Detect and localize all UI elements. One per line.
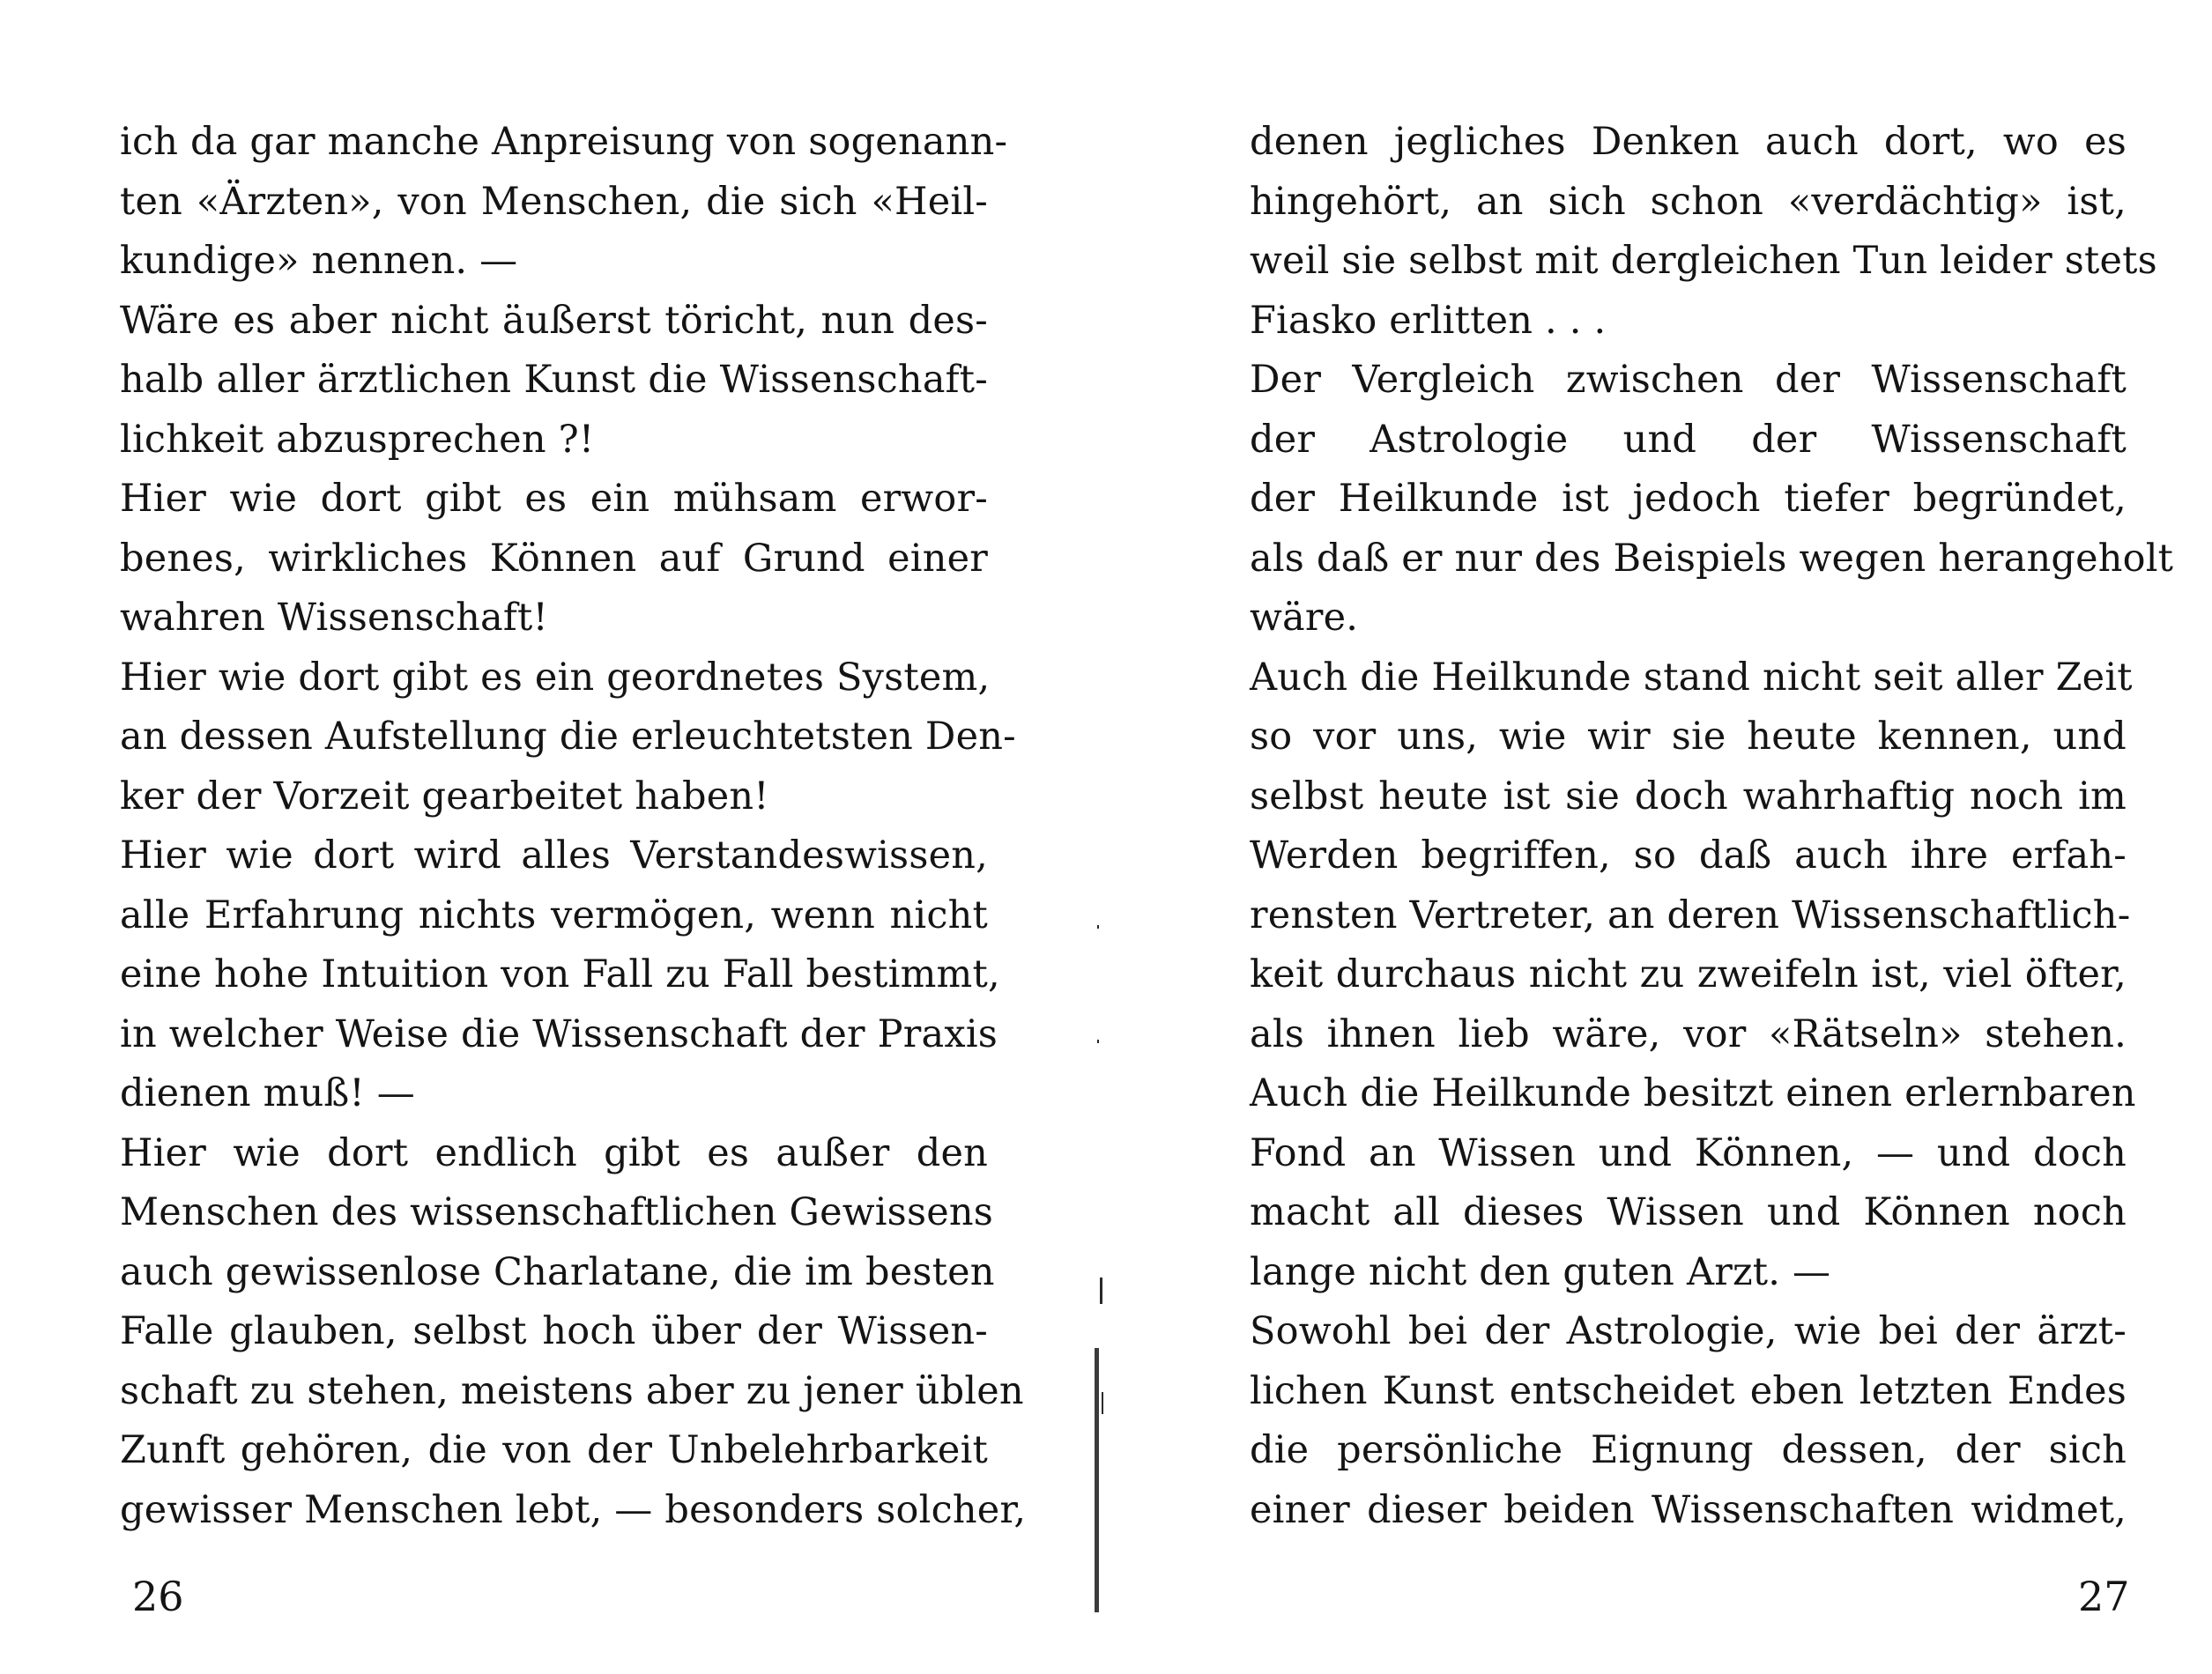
- text-line: hingehört, an sich schon «verdächtig» ist,: [1250, 179, 2127, 224]
- text-line: an dessen Aufstellung die erleuchtetsten Den-: [120, 715, 1016, 759]
- text-line: halb aller ärztlichen Kunst die Wissenschaft-: [120, 358, 988, 402]
- text-line: macht all dieses Wissen und Können noch: [1250, 1190, 2127, 1234]
- text-line: wäre.: [1250, 596, 1359, 640]
- text-line: Fiasko erlitten . . .: [1250, 298, 1607, 343]
- text-line: so vor uns, wie wir sie heute kennen, und: [1250, 715, 2127, 759]
- text-line: Auch die Heilkunde stand nicht seit aller Zeit: [1250, 655, 2133, 700]
- right-page: [1250, 113, 2174, 1540]
- text-line: Der Vergleich zwischen der Wissenschaft: [1250, 358, 2127, 402]
- text-line: gewisser Menschen lebt, — besonders solcher,: [120, 1487, 1027, 1532]
- text-line: Falle glauben, selbst hoch über der Wissen-: [120, 1309, 988, 1353]
- text-line: Auch die Heilkunde besitzt einen erlernbaren: [1250, 1071, 2136, 1115]
- text-line: Menschen des wissenschaftlichen Gewissens: [120, 1190, 994, 1234]
- text-line: ten «Ärzten», von Menschen, die sich «Heil-: [120, 179, 988, 224]
- gutter-speck: [1097, 1040, 1099, 1043]
- text-line: einer dieser beiden Wissenschaften widmet,: [1250, 1487, 2127, 1532]
- text-line: lichen Kunst entscheidet eben letzten Endes: [1250, 1368, 2127, 1413]
- text-line: denen jegliches Denken auch dort, wo es: [1250, 120, 2127, 164]
- text-line: benes, wirkliches Können auf Grund einer: [120, 536, 988, 581]
- text-line: lichkeit abzusprechen ?!: [120, 417, 595, 462]
- text-line: Hier wie dort gibt es ein geordnetes System,: [120, 655, 991, 700]
- page-number-left: 26: [132, 1573, 184, 1620]
- text-line: Fond an Wissen und Können, — und doch: [1250, 1130, 2127, 1175]
- text-line: ker der Vorzeit gearbeitet haben!: [120, 774, 769, 818]
- text-line: selbst heute ist sie doch wahrhaftig noch im: [1250, 774, 2127, 818]
- text-line: rensten Vertreter, an deren Wissenschaftlich-: [1250, 893, 2131, 937]
- gutter-speck: [1100, 1278, 1102, 1304]
- text-line: keit durchaus nicht zu zweifeln ist, viel öfter,: [1250, 952, 2127, 996]
- text-line: Zunft gehören, die von der Unbelehrbarkeit: [120, 1428, 988, 1472]
- text-line: Hier wie dort endlich gibt es außer den: [120, 1130, 988, 1175]
- text-line: wahren Wissenschaft!: [120, 596, 548, 640]
- left-page: [120, 113, 1027, 1540]
- text-line: lange nicht den guten Arzt. —: [1250, 1249, 1831, 1294]
- text-line: Hier wie dort wird alles Verstandeswissen,: [120, 833, 988, 878]
- text-line: Werden begriffen, so daß auch ihre erfah-: [1250, 833, 2127, 878]
- text-line: alle Erfahrung nichts vermögen, wenn nicht: [120, 893, 988, 937]
- text-line: ich da gar manche Anpreisung von sogenann-: [120, 120, 1008, 164]
- text-line: der Astrologie und der Wissenschaft: [1250, 417, 2127, 462]
- text-line: schaft zu stehen, meistens aber zu jener üblen: [120, 1368, 1024, 1413]
- text-line: weil sie selbst mit dergleichen Tun leider stets: [1250, 239, 2157, 283]
- text-line: auch gewissenlose Charlatane, die im besten: [120, 1249, 995, 1294]
- binding-gutter: [1089, 925, 1107, 1612]
- text-line: als daß er nur des Beispiels wegen herangeholt: [1250, 536, 2174, 581]
- page-number-right: 27: [2078, 1573, 2130, 1620]
- text-line: Hier wie dort gibt es ein mühsam erwor-: [120, 477, 988, 521]
- text-line: dienen muß! —: [120, 1071, 415, 1115]
- text-line: Sowohl bei der Astrologie, wie bei der ärzt-: [1250, 1309, 2127, 1353]
- text-line: in welcher Weise die Wissenschaft der Praxis: [120, 1011, 998, 1056]
- text-line: die persönliche Eignung dessen, der sich: [1250, 1428, 2127, 1472]
- text-line: der Heilkunde ist jedoch tiefer begründet,: [1250, 477, 2127, 521]
- binding-shadow: [1095, 1348, 1099, 1612]
- gutter-speck: [1097, 925, 1099, 929]
- gutter-speck: [1102, 1392, 1103, 1414]
- text-line: kundige» nennen. —: [120, 239, 518, 283]
- text-line: Wäre es aber nicht äußerst töricht, nun des-: [120, 298, 988, 343]
- text-line: eine hohe Intuition von Fall zu Fall bestimmt,: [120, 952, 1000, 996]
- text-line: als ihnen lieb wäre, vor «Rätseln» stehen.: [1250, 1011, 2127, 1056]
